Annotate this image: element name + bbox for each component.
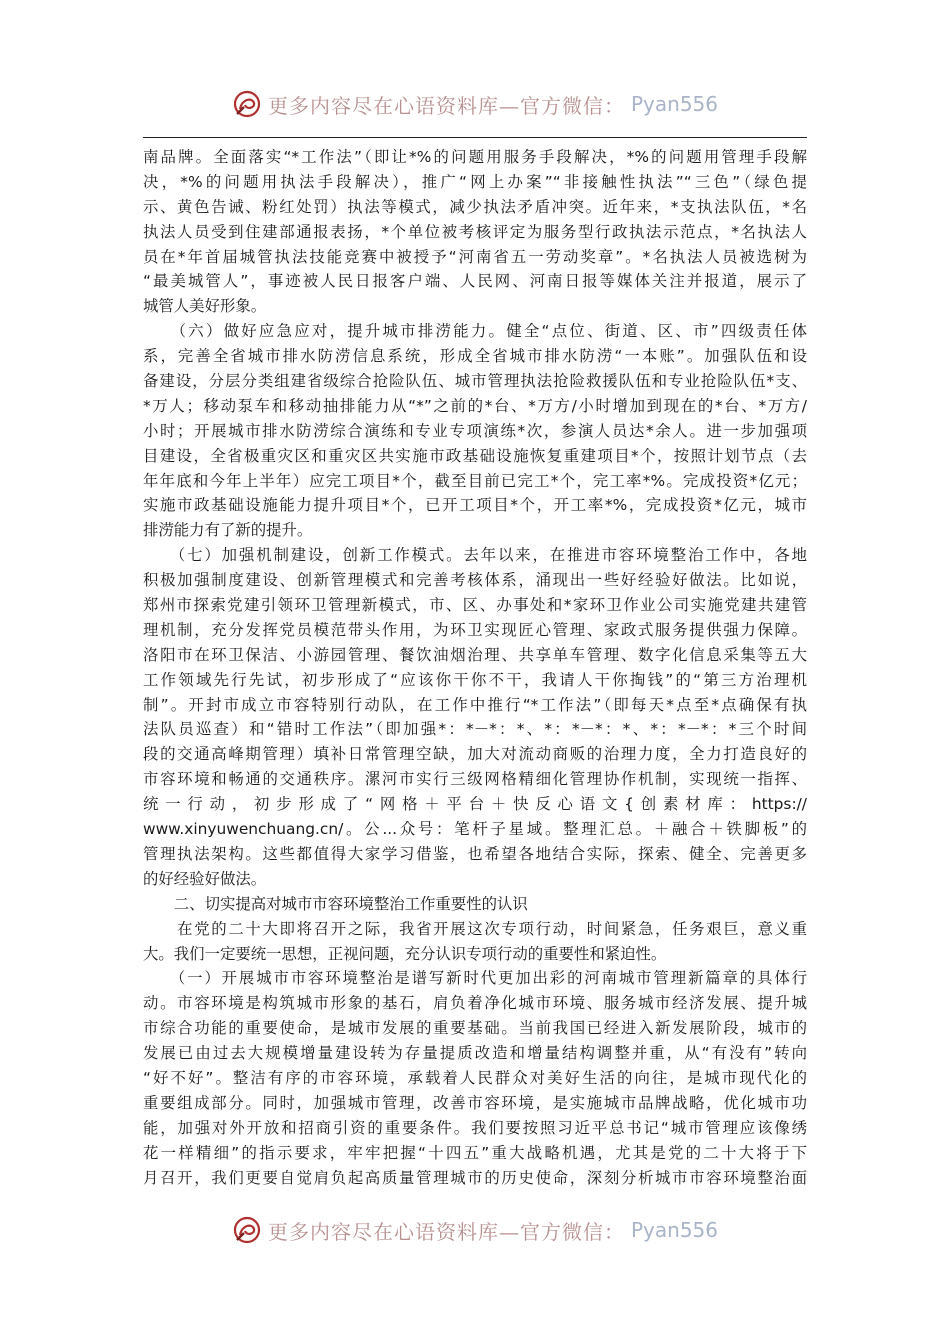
banner-wechat-id: Pyan556 (630, 1218, 718, 1242)
text-line: 示、黄色告诫、粉红处罚）执法等模式，减少执法矛盾冲突。近年来，*支执法队伍，*名 (143, 197, 807, 216)
text-line: 统一行动，初步形成了“网格＋平台＋快反心语文{创素材库：https:// (143, 795, 807, 814)
text-line: 动。市容环境是构筑城市形象的基石，肩负着净化城市环境、服务城市经济发展、提升城 (143, 994, 807, 1013)
text-line: www.xinyuwenchuang.cn/。公...众号：笔杆子星域。整理汇总。＋融合＋铁脚板”的 (143, 820, 807, 839)
text-line: 实施市政基础设施能力提升项目*个，已开工项目*个，开工率*%，完成投资*亿元，城市 (143, 496, 807, 515)
text-line: “好不好”。整洁有序的市容环境，承载着人民群众对美好生活的向往，是城市现代化的 (143, 1068, 807, 1087)
text-line: 法队员巡查）和“错时工作法”（即加强*：*－*：*、*：*－*：*、*：*－*：*三个时间 (143, 720, 807, 739)
text-line: 制”。开封市成立市容特别行动队，在工作中推行“*工作法”（即每天*点至*点确保有执 (143, 695, 807, 714)
text-line: 备建设，分层分类组建省级综合抢险队伍、城市管理执法抢险救援队伍和专业抢险队伍*支、 (143, 372, 807, 391)
text-line: 员在*年首届城管执法技能竞赛中被授予“河南省五一劳动奖章”。*名执法人员被选树为 (143, 247, 807, 266)
text-line: “最美城管人”，事迹被人民日报客户端、人民网、河南日报等媒体关注并报道，展示了 (143, 272, 807, 291)
text-line: 大。我们一定要统一思想，正视问题，充分认识专项行动的重要性和紧迫性。 (143, 944, 667, 963)
swirl-logo-icon (232, 89, 262, 119)
text-line: 积极加强制度建设、创新管理模式和完善考核体系，涌现出一些好经验好做法。比如说， (143, 571, 807, 590)
text-line: 管理执法架构。这些都值得大家学习借鉴，也希望各地结合实际，探索、健全、完善更多 (143, 844, 807, 863)
text-line: 花一样精细”的指示要求，牢牢把握“十四五”重大战略机遇，尤其是党的二十大将于下 (143, 1143, 807, 1162)
text-line: 的好经验好做法。 (143, 869, 267, 888)
text-line: （七）加强机制建设，创新工作模式。去年以来，在推进市容环境整治工作中，各地 (143, 546, 807, 565)
text-line: 目建设，全省极重灾区和重灾区共实施市政基础设施恢复重建项目*个，按照计划节点（去 (143, 446, 807, 465)
text-line: 排涝能力有了新的提升。 (143, 521, 313, 540)
text-line: 发展已由过去大规模增量建设转为存量提质改造和增量结构调整并重，从“有没有”转向 (143, 1044, 807, 1063)
header-divider (143, 137, 807, 138)
banner-title: 更多内容尽在心语资料库—官方微信： (267, 1219, 625, 1244)
text-line: 二、切实提高对城市市容环境整治工作重要性的认识 (143, 894, 528, 913)
text-line: （六）做好应急应对，提升城市排涝能力。健全“点位、街道、区、市”四级责任体 (143, 322, 807, 341)
text-line: *万人；移动泵车和移动抽排能力从“*”之前的*台、*万方/小时增加到现在的*台、*万方/ (143, 396, 807, 415)
text-line: 小时；开展城市排水防涝综合演练和专业专项演练*次，参演人员达*余人。进一步加强项 (143, 421, 807, 440)
header-banner (0, 84, 950, 124)
text-line: 城管人美好形象。 (143, 297, 267, 316)
text-line: 工作领域先行先试，初步形成了“应该你干你不干，我请人干你掏钱”的“第三方治理机 (143, 670, 807, 689)
document-body (143, 145, 807, 1190)
text-line: （一）开展城市市容环境整治是谱写新时代更加出彩的河南城市管理新篇章的具体行 (143, 969, 807, 988)
text-line: 年年底和今年上半年）应完工项目*个，截至目前已完工*个，完工率*%。完成投资*亿元； (143, 471, 807, 490)
text-line: 能，加强对外开放和招商引资的重要条件。我们要按照习近平总书记“城市管理应该像绣 (143, 1118, 807, 1137)
banner-wechat-id: Pyan556 (630, 92, 718, 116)
text-line: 段的交通高峰期管理）填补日常管理空缺，加大对流动商贩的治理力度，全力打造良好的 (143, 745, 807, 764)
swirl-logo-icon (232, 1215, 262, 1245)
text-line: 郑州市探索党建引领环卫管理新模式，市、区、办事处和*家环卫作业公司实施党建共建管 (143, 596, 807, 615)
text-line: 洛阳市在环卫保洁、小游园管理、餐饮油烟治理、共享单车管理、数字化信息采集等五大 (143, 645, 807, 664)
text-line: 重要组成部分。同时，加强城市管理，改善市容环境，是实施城市品牌战略，优化城市功 (143, 1093, 807, 1112)
text-line: 南品牌。全面落实“*工作法”（即让*%的问题用服务手段解决，*%的问题用管理手段解 (143, 148, 807, 166)
text-line: 系，完善全省城市排水防涝信息系统，形成全省城市排水防涝“一本账”。加强队伍和设 (143, 347, 807, 366)
text-line: 在党的二十大即将召开之际，我省开展这次专项行动，时间紧急，任务艰巨，意义重 (143, 919, 807, 938)
text-line: 市综合功能的重要使命，是城市发展的重要基础。当前我国已经进入新发展阶段，城市的 (143, 1019, 807, 1038)
text-line: 市容环境和畅通的交通秩序。漯河市实行三级网格精细化管理协作机制，实现统一指挥、 (143, 770, 807, 789)
footer-banner (0, 1210, 950, 1250)
text-line: 月召开，我们更要自觉肩负起高质量管理城市的历史使命，深刻分析城市市容环境整治面 (143, 1168, 807, 1187)
text-line: 执法人员受到住建部通报表扬，*个单位被考核评定为服务型行政执法示范点，*名执法人 (143, 222, 807, 241)
banner-title: 更多内容尽在心语资料库—官方微信： (267, 93, 625, 118)
text-line: 理机制，充分发挥党员模范带头作用，为环卫实现匠心管理、家政式服务提供强力保障。 (143, 620, 807, 639)
text-line: 决，*%的问题用执法手段解决），推广“网上办案”“非接触性执法”“三色”（绿色提 (143, 172, 807, 191)
